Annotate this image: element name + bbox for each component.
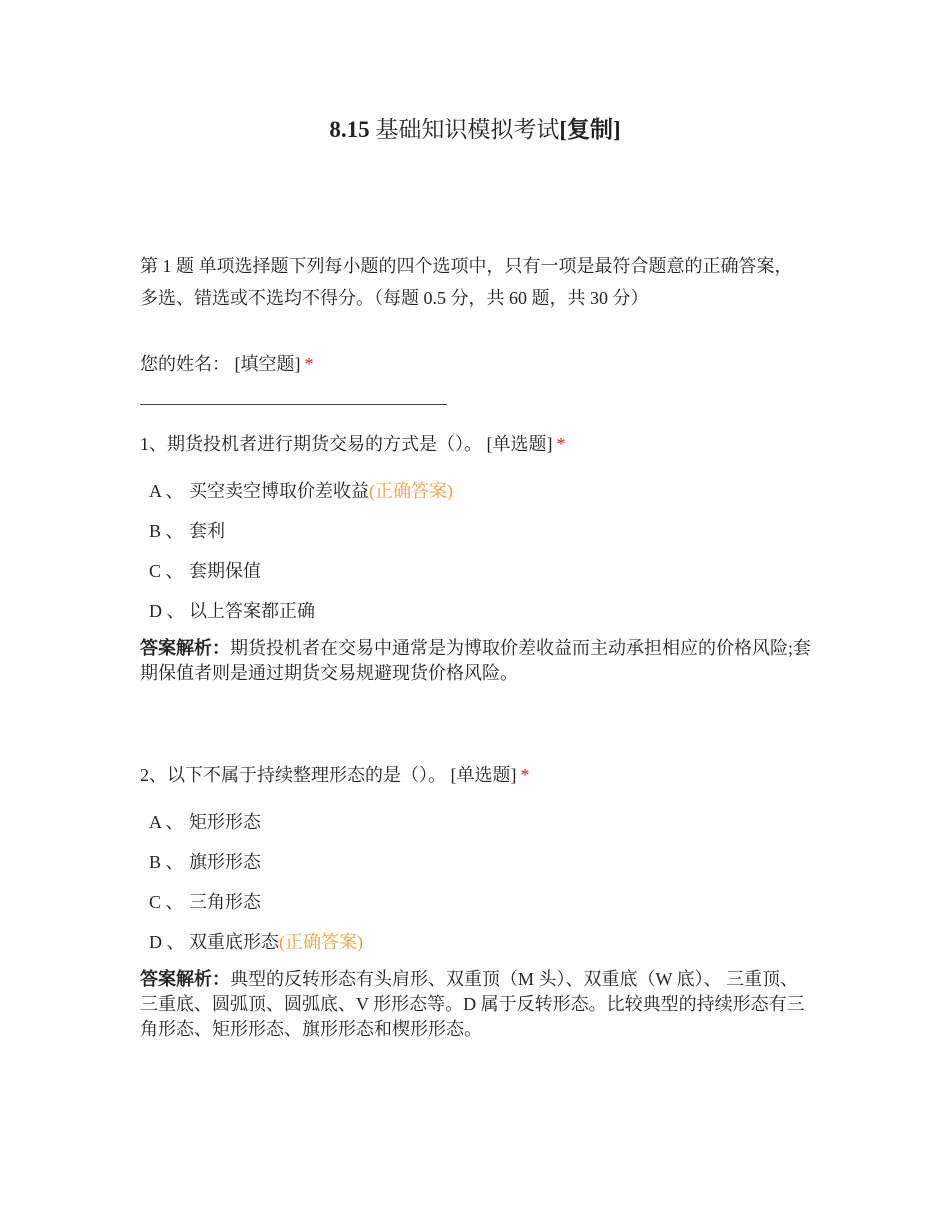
question-1-option-c[interactable] [149, 557, 261, 583]
question-2-type-tag: [单选题] [450, 765, 517, 785]
option-letter: B 、 [149, 521, 184, 541]
option-letter: A 、 [149, 812, 184, 832]
option-text: 三角形态 [189, 892, 261, 912]
option-letter: C 、 [149, 892, 184, 912]
question-2-option-b[interactable] [149, 848, 261, 874]
required-mark: * [556, 434, 566, 454]
required-mark: * [304, 354, 314, 374]
name-label-text: 您的姓名： [140, 354, 230, 374]
question-1-text: 1、期货投机者进行期货交易的方式是（）。 [140, 434, 482, 454]
option-text: 双重底形态 [189, 932, 279, 952]
name-field-label [140, 350, 314, 376]
option-letter: D 、 [149, 601, 185, 621]
question-2-prompt [140, 761, 530, 787]
question-2-text: 2、以下不属于持续整理形态的是（）。 [140, 765, 446, 785]
option-text: 旗形形态 [189, 852, 261, 872]
question-1-option-a[interactable] [149, 477, 453, 503]
page-title [0, 111, 950, 144]
question-2-option-c[interactable] [149, 888, 261, 914]
option-letter: D 、 [149, 932, 185, 952]
question-2-option-a[interactable] [149, 808, 261, 834]
option-letter: A 、 [149, 481, 184, 501]
question-1-analysis [140, 636, 812, 686]
question-2-option-d[interactable] [149, 928, 363, 954]
analysis-label: 答案解析： [140, 638, 230, 658]
option-text: 套利 [189, 521, 225, 541]
option-letter: B 、 [149, 852, 184, 872]
title-number: 8.15 [329, 117, 370, 142]
analysis-text: 期货投机者在交易中通常是为博取价差收益而主动承担相应的价格风险;套期保值者则是通过期货交易规避现货价格风险。 [140, 638, 811, 683]
option-text: 矩形形态 [189, 812, 261, 832]
section-intro: 第 1 题 单项选择题下列每小题的四个选项中，只有一项是最符合题意的正确答案，多选、错选或不选均不得分。（每题 0.5 分，共 60 题，共 30 分） [140, 256, 793, 308]
question-2-analysis [140, 967, 812, 1042]
name-type-tag: [填空题] [234, 354, 301, 374]
option-letter: C 、 [149, 561, 184, 581]
option-text: 套期保值 [189, 561, 261, 581]
question-1-type-tag: [单选题] [486, 434, 553, 454]
analysis-text: 典型的反转形态有头肩形、双重顶（M 头）、双重底（W 底）、 三重顶、三重底、圆弧顶、圆弧底、V 形形态等。D 属于反转形态。比较典型的持续形态有三角形态、矩形形态、旗形形态和楔形形态。 [140, 969, 805, 1039]
option-text: 买空卖空博取价差收益 [189, 481, 369, 501]
question-1-option-b[interactable] [149, 517, 225, 543]
question-1-prompt [140, 430, 566, 456]
title-main: 基础知识模拟考试 [375, 117, 560, 142]
required-mark: * [520, 765, 530, 785]
title-suffix: [复制] [559, 117, 621, 142]
correct-answer-mark: (正确答案) [369, 481, 453, 501]
correct-answer-mark: (正确答案) [279, 932, 363, 952]
option-text: 以上答案都正确 [189, 601, 315, 621]
analysis-label: 答案解析： [140, 969, 230, 989]
name-input-line[interactable] [140, 404, 447, 405]
question-1-option-d[interactable] [149, 597, 315, 623]
